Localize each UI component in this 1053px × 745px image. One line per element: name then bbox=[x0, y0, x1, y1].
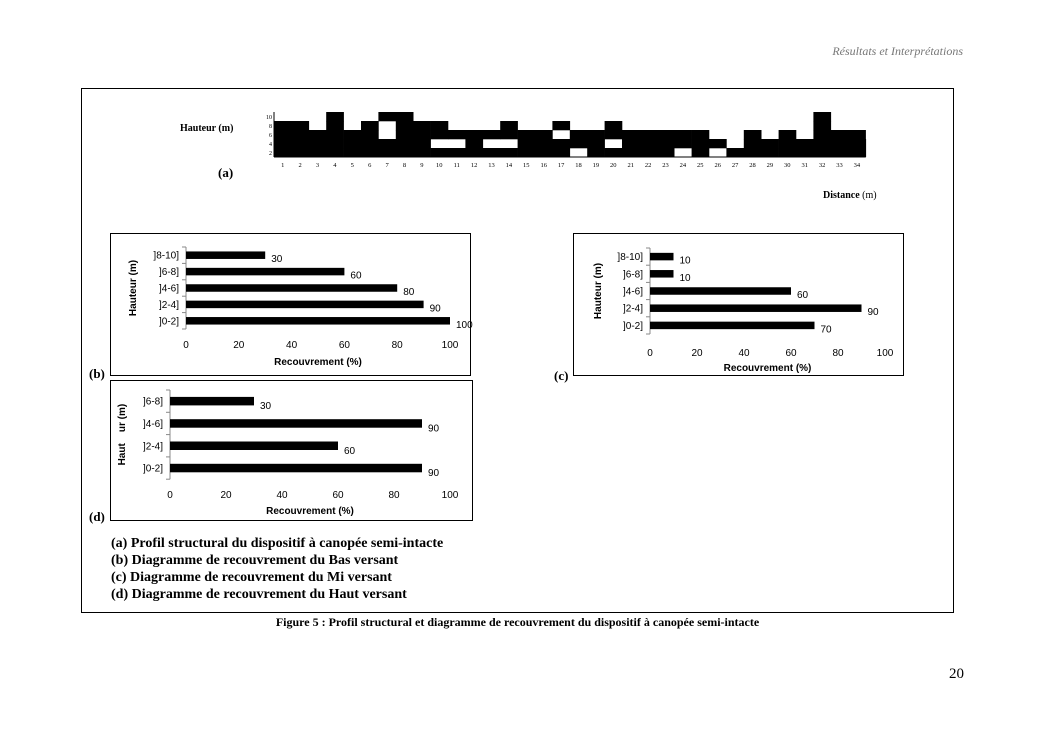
profile-x-tick: 22 bbox=[644, 162, 652, 169]
category-label: ]6-8] bbox=[158, 267, 179, 279]
profile-cell bbox=[831, 130, 849, 139]
profile-cell bbox=[813, 112, 831, 121]
profile-x-tick: 10 bbox=[436, 162, 443, 169]
profile-cell bbox=[483, 130, 501, 139]
profile-cell bbox=[779, 148, 797, 157]
profile-x-tick: 15 bbox=[523, 162, 530, 169]
profile-x-tick: 5 bbox=[350, 162, 354, 169]
profile-x-tick: 8 bbox=[402, 162, 407, 169]
profile-cell bbox=[692, 139, 710, 148]
chart-box-d bbox=[110, 380, 473, 521]
panel-label-b: (b) bbox=[89, 366, 105, 381]
profile-cell bbox=[361, 121, 379, 130]
x-tick-label: 100 bbox=[441, 490, 459, 501]
figure-caption: Figure 5 : Profil structural et diagramme de recouvrement du dispositif à canopée semi-intacte bbox=[275, 615, 760, 629]
profile-x-tick: 21 bbox=[627, 162, 634, 169]
profile-cell bbox=[344, 148, 362, 157]
profile-cell bbox=[761, 139, 779, 148]
profile-x-tick: 3 bbox=[315, 162, 320, 169]
profile-cell bbox=[570, 139, 588, 148]
profile-cell bbox=[587, 148, 605, 157]
profile-cell bbox=[378, 112, 396, 121]
data-label: 30 bbox=[271, 254, 283, 266]
x-axis-label: Recouvrement (%) bbox=[274, 357, 362, 368]
data-label: 90 bbox=[867, 307, 879, 319]
x-tick-label: 40 bbox=[276, 490, 288, 501]
profile-cell bbox=[692, 148, 710, 157]
profile-cell bbox=[396, 148, 414, 157]
data-label: 30 bbox=[260, 401, 272, 413]
profile-cell bbox=[848, 130, 866, 139]
profile-cell bbox=[413, 130, 431, 139]
profile-cell bbox=[779, 139, 797, 148]
data-label: 100 bbox=[456, 319, 473, 331]
profile-x-tick: 33 bbox=[836, 162, 843, 169]
bar bbox=[170, 464, 422, 473]
profile-cell bbox=[518, 139, 536, 148]
profile-cell bbox=[639, 139, 657, 148]
profile-cell bbox=[622, 148, 640, 157]
profile-x-tick: 18 bbox=[575, 162, 582, 169]
data-label: 10 bbox=[679, 272, 691, 284]
profile-cell bbox=[309, 130, 327, 139]
profile-y-tick: 8 bbox=[269, 124, 272, 130]
profile-cell bbox=[326, 148, 344, 157]
profile-cell bbox=[396, 139, 414, 148]
profile-cell bbox=[570, 130, 588, 139]
profile-cell bbox=[274, 148, 292, 157]
profile-cell bbox=[431, 121, 449, 130]
profile-cell bbox=[448, 130, 466, 139]
profile-x-label bbox=[823, 190, 877, 201]
profile-cell bbox=[848, 139, 866, 148]
x-tick-label: 80 bbox=[391, 340, 403, 351]
profile-cell bbox=[326, 112, 344, 121]
bar bbox=[186, 251, 265, 259]
profile-y-tick: 4 bbox=[269, 142, 272, 148]
category-label: ]2-4] bbox=[158, 299, 179, 311]
profile-cell bbox=[744, 139, 762, 148]
profile-x-tick: 26 bbox=[714, 162, 721, 169]
profile-cell bbox=[692, 130, 710, 139]
bar bbox=[650, 287, 791, 295]
profile-x-tick: 24 bbox=[679, 162, 687, 169]
profile-cell bbox=[639, 130, 657, 139]
legend-item-b: (b) Diagramme de recouvrement du Bas versant bbox=[111, 553, 399, 568]
bar bbox=[186, 284, 397, 292]
y-axis-label: Hauteur (m) bbox=[128, 259, 139, 317]
profile-cell bbox=[657, 139, 675, 148]
profile-x-tick: 4 bbox=[333, 162, 337, 169]
x-tick-label: 40 bbox=[286, 340, 298, 351]
profile-x-tick: 31 bbox=[801, 162, 808, 169]
data-label: 90 bbox=[429, 303, 441, 315]
bar bbox=[650, 322, 815, 330]
profile-cell bbox=[813, 130, 831, 139]
profile-y-tick: 2 bbox=[269, 151, 272, 157]
profile-cell bbox=[396, 130, 414, 139]
profile-cell bbox=[587, 139, 605, 148]
profile-cell bbox=[518, 130, 536, 139]
panel-label-a: (a) bbox=[218, 165, 234, 180]
profile-cell bbox=[465, 130, 483, 139]
profile-cell bbox=[309, 139, 327, 148]
profile-x-tick: 12 bbox=[470, 162, 478, 169]
profile-cell bbox=[291, 148, 309, 157]
profile-x-tick: 28 bbox=[749, 162, 756, 169]
profile-cell bbox=[431, 148, 449, 157]
x-axis-label: Recouvrement (%) bbox=[723, 363, 812, 374]
profile-x-tick: 32 bbox=[818, 162, 826, 169]
profile-cell bbox=[396, 121, 414, 130]
category-label: ]6-8] bbox=[622, 269, 643, 281]
x-tick-label: 100 bbox=[876, 348, 894, 359]
profile-cell bbox=[605, 130, 623, 139]
bar bbox=[170, 397, 254, 406]
bar bbox=[170, 442, 338, 451]
profile-cell bbox=[326, 121, 344, 130]
profile-y-tick: 10 bbox=[266, 115, 272, 121]
x-tick-label: 20 bbox=[691, 348, 703, 359]
profile-cell bbox=[361, 148, 379, 157]
profile-x-tick: 6 bbox=[368, 162, 372, 169]
profile-cell bbox=[552, 139, 570, 148]
profile-cell bbox=[274, 121, 292, 130]
profile-x-tick: 7 bbox=[385, 162, 389, 169]
bar bbox=[170, 419, 422, 428]
bar bbox=[186, 317, 450, 325]
panel-label-d: (d) bbox=[89, 509, 105, 524]
x-tick-label: 80 bbox=[388, 490, 400, 501]
data-label: 10 bbox=[679, 255, 691, 267]
profile-cell bbox=[500, 121, 518, 130]
x-tick-label: 60 bbox=[338, 340, 350, 351]
profile-x-tick: 34 bbox=[853, 162, 861, 169]
profile-cell bbox=[552, 148, 570, 157]
profile-cell bbox=[726, 148, 744, 157]
category-label: ]6-8] bbox=[142, 396, 163, 408]
profile-cell bbox=[500, 130, 518, 139]
profile-cell bbox=[274, 130, 292, 139]
profile-cell bbox=[605, 121, 623, 130]
profile-x-tick: 20 bbox=[610, 162, 617, 169]
profile-cell bbox=[622, 139, 640, 148]
profile-x-tick: 19 bbox=[592, 162, 600, 169]
x-tick-label: 60 bbox=[332, 490, 344, 501]
x-tick-label: 80 bbox=[832, 348, 844, 359]
profile-cell bbox=[535, 139, 553, 148]
profile-cell bbox=[465, 148, 483, 157]
profile-cell bbox=[378, 148, 396, 157]
profile-cell bbox=[674, 139, 692, 148]
bar-chart-d bbox=[111, 381, 472, 520]
profile-x-tick: 23 bbox=[662, 162, 669, 169]
legend-item-c: (c) Diagramme de recouvrement du Mi versant bbox=[111, 570, 392, 585]
profile-x-label-unit: (m) bbox=[862, 190, 877, 201]
profile-cell bbox=[448, 148, 466, 157]
legend-item-d: (d) Diagramme de recouvrement du Haut versant bbox=[111, 587, 407, 602]
data-label: 60 bbox=[797, 290, 809, 301]
category-label: ]8-10] bbox=[617, 252, 643, 264]
profile-cell bbox=[309, 148, 327, 157]
profile-cell bbox=[361, 130, 379, 139]
bar-chart-c bbox=[574, 234, 903, 375]
profile-x-tick: 17 bbox=[557, 162, 565, 169]
data-label: 60 bbox=[350, 270, 362, 282]
profile-x-label-bold: Distance bbox=[823, 190, 860, 201]
profile-cell bbox=[831, 148, 849, 157]
profile-cell bbox=[465, 139, 483, 148]
profile-x-tick: 14 bbox=[505, 162, 513, 169]
profile-cell bbox=[709, 139, 727, 148]
profile-cell bbox=[674, 130, 692, 139]
category-label: ]8-10] bbox=[153, 250, 179, 262]
profile-cell bbox=[396, 112, 414, 121]
profile-cell bbox=[535, 130, 553, 139]
profile-cell bbox=[500, 148, 518, 157]
profile-x-tick: 25 bbox=[697, 162, 704, 169]
profile-cell bbox=[431, 130, 449, 139]
profile-cell bbox=[796, 139, 814, 148]
profile-x-tick: 13 bbox=[488, 162, 495, 169]
y-axis-label: Haut ur (m) bbox=[117, 403, 128, 466]
profile-cell bbox=[813, 121, 831, 130]
profile-cell bbox=[622, 130, 640, 139]
data-label: 70 bbox=[820, 324, 832, 336]
profile-cell bbox=[413, 139, 431, 148]
profile-cell bbox=[274, 139, 292, 148]
profile-cell bbox=[518, 148, 536, 157]
x-tick-label: 0 bbox=[183, 340, 189, 351]
x-tick-label: 20 bbox=[220, 490, 232, 501]
x-tick-label: 20 bbox=[233, 340, 245, 351]
profile-cell bbox=[639, 148, 657, 157]
category-label: ]0-2] bbox=[622, 320, 643, 332]
data-label: 60 bbox=[344, 445, 356, 457]
category-label: ]0-2] bbox=[158, 316, 179, 328]
x-tick-label: 0 bbox=[167, 490, 173, 501]
bar bbox=[186, 268, 344, 276]
profile-x-tick: 9 bbox=[420, 162, 424, 169]
bar bbox=[650, 304, 862, 312]
profile-cell bbox=[779, 130, 797, 139]
x-axis-label: Recouvrement (%) bbox=[266, 506, 354, 517]
profile-cell bbox=[813, 139, 831, 148]
profile-cell bbox=[657, 148, 675, 157]
category-label: ]4-6] bbox=[622, 286, 643, 298]
profile-x-tick: 27 bbox=[731, 162, 739, 169]
profile-x-tick: 1 bbox=[281, 162, 285, 169]
profile-cell bbox=[291, 121, 309, 130]
profile-cell bbox=[413, 148, 431, 157]
profile-cell bbox=[605, 148, 623, 157]
page-number: 20 bbox=[949, 666, 964, 682]
profile-chart bbox=[258, 110, 861, 169]
profile-cell bbox=[344, 139, 362, 148]
category-label: ]4-6] bbox=[158, 283, 179, 295]
profile-x-tick: 11 bbox=[453, 162, 460, 169]
data-label: 90 bbox=[428, 423, 440, 435]
x-tick-label: 0 bbox=[647, 348, 653, 359]
y-axis-label: Hauteur (m) bbox=[593, 262, 604, 320]
profile-cell bbox=[378, 139, 396, 148]
data-label: 80 bbox=[403, 287, 415, 298]
profile-cell bbox=[848, 148, 866, 157]
x-tick-label: 100 bbox=[441, 340, 459, 351]
bar bbox=[650, 270, 674, 278]
bar-chart-b bbox=[111, 234, 473, 375]
profile-cell bbox=[657, 130, 675, 139]
profile-y-tick: 6 bbox=[269, 133, 272, 139]
category-label: ]0-2] bbox=[142, 463, 163, 475]
category-label: ]2-4] bbox=[622, 303, 643, 315]
profile-x-tick: 30 bbox=[784, 162, 791, 169]
profile-cell bbox=[326, 130, 344, 139]
profile-cell bbox=[483, 148, 501, 157]
chart-box-b bbox=[110, 233, 471, 376]
x-tick-label: 40 bbox=[738, 348, 750, 359]
data-label: 90 bbox=[428, 468, 440, 480]
header-title: Résultats et Interprétations bbox=[832, 44, 963, 58]
profile-cell bbox=[831, 139, 849, 148]
profile-cell bbox=[535, 148, 553, 157]
bar bbox=[650, 253, 674, 261]
profile-cell bbox=[326, 139, 344, 148]
bar bbox=[186, 301, 424, 309]
legend-item-a: (a) Profil structural du dispositif à canopée semi-intacte bbox=[111, 536, 444, 551]
profile-cell bbox=[796, 148, 814, 157]
category-label: ]2-4] bbox=[142, 441, 163, 453]
profile-cell bbox=[291, 139, 309, 148]
profile-cell bbox=[813, 148, 831, 157]
chart-box-c bbox=[573, 233, 904, 376]
profile-x-tick: 29 bbox=[766, 162, 774, 169]
profile-y-label: Hauteur (m) bbox=[180, 123, 234, 134]
profile-cell bbox=[587, 130, 605, 139]
profile-cell bbox=[761, 148, 779, 157]
x-tick-label: 60 bbox=[785, 348, 797, 359]
profile-x-tick: 2 bbox=[298, 162, 302, 169]
profile-cell bbox=[552, 121, 570, 130]
category-label: ]4-6] bbox=[142, 418, 163, 430]
profile-cell bbox=[291, 130, 309, 139]
profile-cell bbox=[744, 148, 762, 157]
profile-cell bbox=[744, 130, 762, 139]
profile-x-tick: 16 bbox=[540, 162, 547, 169]
profile-cell bbox=[413, 121, 431, 130]
panel-label-c: (c) bbox=[554, 368, 569, 383]
profile-cell bbox=[361, 139, 379, 148]
profile-cell bbox=[344, 130, 362, 139]
